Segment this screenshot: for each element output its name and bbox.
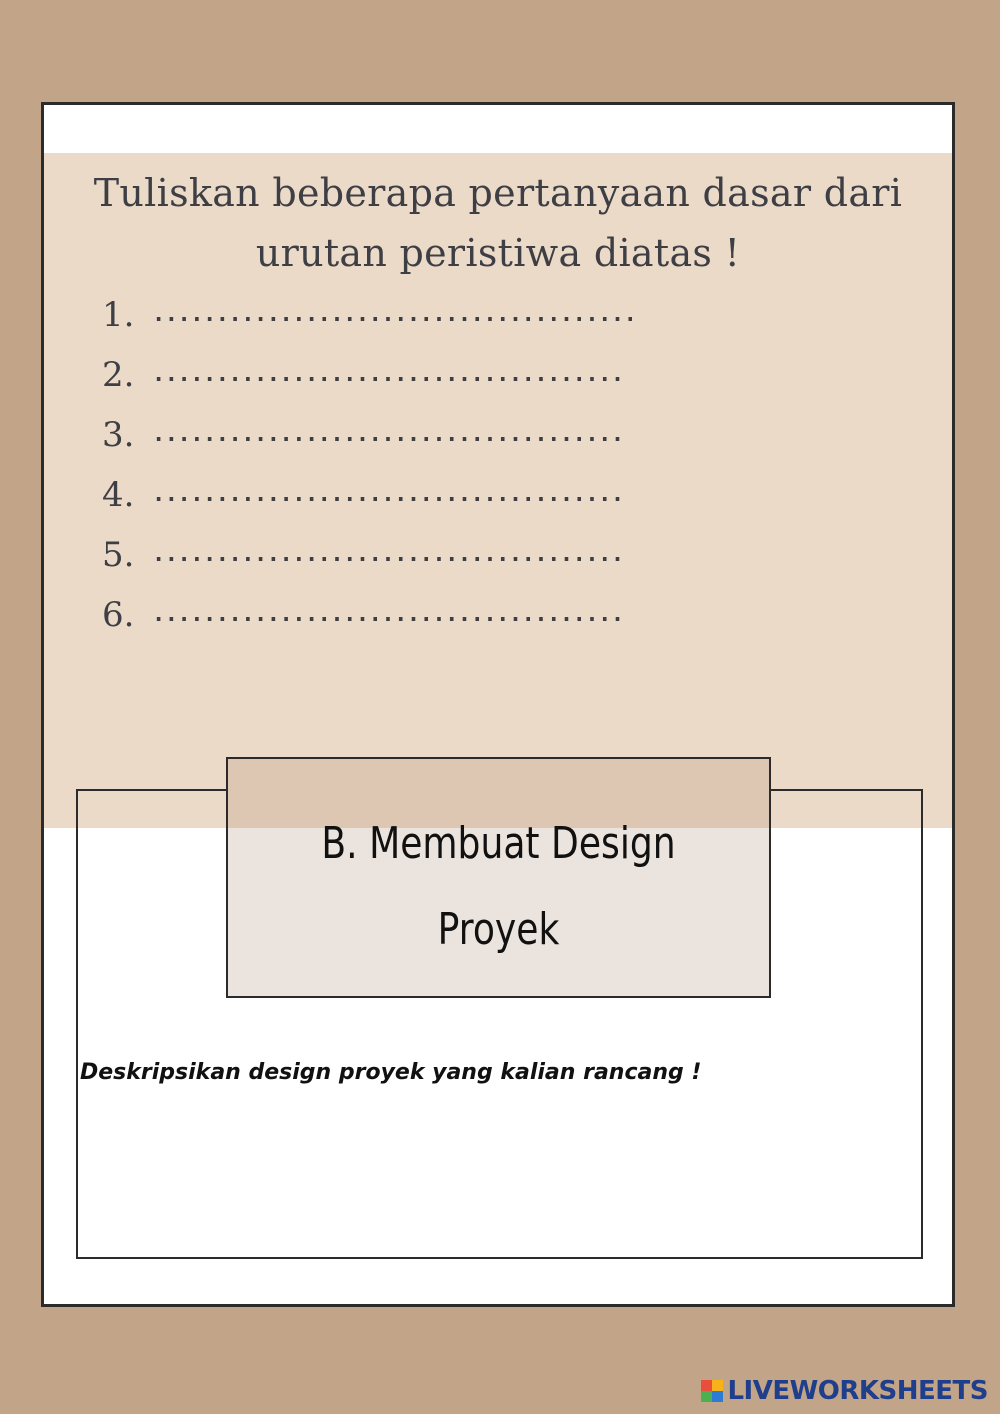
answer-blank[interactable]: ..................................... bbox=[152, 362, 624, 387]
section-b-title-line-2: Proyek bbox=[437, 904, 560, 955]
liveworksheets-logo-icon bbox=[701, 1380, 723, 1402]
question-number: 4. bbox=[102, 475, 135, 515]
logo-square-red bbox=[701, 1380, 712, 1391]
section-b-title-line-1: B. Membuat Design bbox=[321, 818, 676, 869]
question-number: 6. bbox=[102, 595, 135, 635]
question-item-5[interactable] bbox=[102, 535, 636, 595]
liveworksheets-watermark bbox=[701, 1376, 988, 1406]
answer-blank[interactable]: ..................................... bbox=[152, 482, 624, 507]
worksheet-sheet bbox=[41, 102, 955, 1307]
answer-blank[interactable]: ..................................... bbox=[152, 542, 624, 567]
logo-square-blue bbox=[712, 1391, 723, 1402]
heading-line-1: Tuliskan beberapa pertanyaan dasar dari bbox=[93, 171, 903, 215]
section-b-title bbox=[277, 801, 721, 973]
question-item-6[interactable] bbox=[102, 595, 636, 655]
question-number: 3. bbox=[102, 415, 135, 455]
question-item-4[interactable] bbox=[102, 475, 636, 535]
answer-blank[interactable]: ..................................... bbox=[152, 602, 624, 627]
logo-square-yellow bbox=[712, 1380, 723, 1391]
section-b-title-card bbox=[226, 757, 771, 998]
question-list bbox=[102, 295, 636, 655]
question-item-3[interactable] bbox=[102, 415, 636, 475]
heading-line-2: urutan peristiwa diatas ! bbox=[255, 231, 741, 275]
section-a-heading bbox=[44, 163, 952, 283]
logo-square-green bbox=[701, 1391, 712, 1402]
question-number: 1. bbox=[102, 295, 135, 335]
section-b-instruction: Deskripsikan design proyek yang kalian rancang ! bbox=[80, 1060, 702, 1085]
answer-blank[interactable]: ..................................... bbox=[152, 422, 624, 447]
question-number: 5. bbox=[102, 535, 135, 575]
question-number: 2. bbox=[102, 355, 135, 395]
watermark-text: LIVEWORKSHEETS bbox=[727, 1376, 988, 1406]
answer-blank[interactable]: ...................................... bbox=[152, 302, 637, 327]
question-item-1[interactable] bbox=[102, 295, 636, 355]
question-item-2[interactable] bbox=[102, 355, 636, 415]
